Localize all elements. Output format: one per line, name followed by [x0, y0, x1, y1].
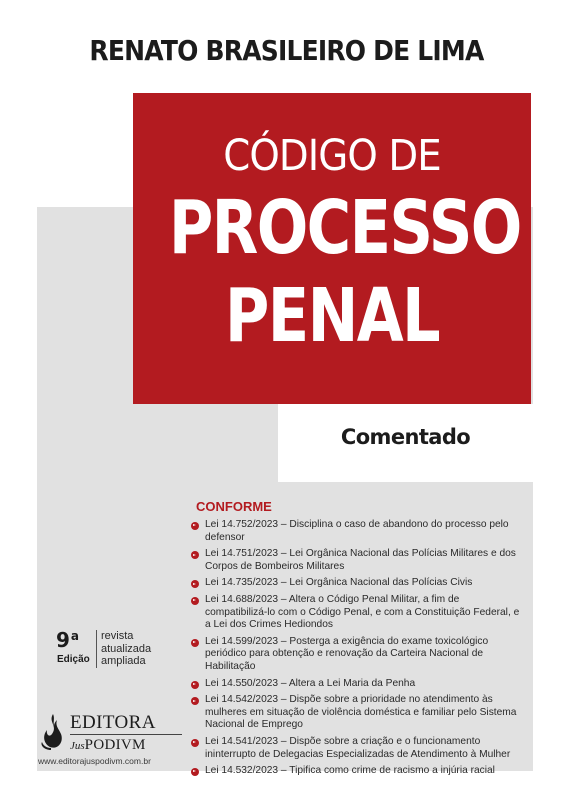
edition-label: Edição: [57, 654, 90, 665]
arrow-bullet-icon: [191, 639, 199, 647]
edition-notes: [101, 630, 151, 668]
arrow-bullet-icon: [191, 681, 199, 689]
title-line-3: PENAL: [224, 273, 440, 359]
publisher-sub-caps: PODIVM: [84, 737, 146, 753]
law-list: [190, 519, 520, 782]
publisher-subname: [70, 736, 146, 754]
arrow-bullet-icon: [191, 522, 199, 530]
edition-note: ampliada: [101, 655, 146, 667]
list-item: [190, 548, 520, 573]
law-text: Lei 14.541/2023 – Dispõe sobre a criação e o funcionamento ininterrupto de Delegacias Especializadas de Atendimento à Mulher: [205, 735, 511, 760]
edition-digit: 9: [56, 628, 70, 652]
title-line-2: PROCESSO: [168, 185, 521, 271]
arrow-bullet-icon: [191, 768, 199, 776]
law-text: Lei 14.688/2023 – Altera o Código Penal Militar, a fim de compatibilizá-lo com o Código Penal, e com a Constituição Federal, e a Lei dos Crimes Hediondos: [205, 593, 520, 631]
edition-divider: [96, 630, 97, 668]
conforme-heading: CONFORME: [196, 499, 272, 514]
edition-ordinal: a: [70, 629, 80, 643]
publisher-url: www.editorajuspodivm.com.br: [38, 756, 151, 766]
list-item: [190, 594, 520, 632]
list-item: [190, 736, 520, 761]
publisher-rule: [70, 734, 182, 735]
law-text: Lei 14.599/2023 – Posterga a exigência do exame toxicológico periódico para obtenção e renovação da Carteira Nacional de Habilitação: [205, 635, 489, 672]
edition-number: [56, 628, 79, 652]
law-text: Lei 14.532/2023 – Tipifica como crime de racismo a injúria racial: [205, 765, 495, 777]
list-item: [190, 678, 520, 691]
list-item: [190, 765, 520, 778]
right-margin: [533, 0, 573, 800]
arrow-bullet-icon: [191, 739, 199, 747]
law-text: Lei 14.550/2023 – Altera a Lei Maria da Penha: [205, 677, 416, 689]
publisher-flame-logo-icon: [36, 712, 68, 752]
title-block: [133, 93, 531, 404]
law-text: Lei 14.751/2023 – Lei Orgânica Nacional das Polícias Militares e dos Corpos de Bombeiros Militares: [205, 548, 516, 572]
arrow-bullet-icon: [191, 580, 199, 588]
arrow-bullet-icon: [191, 597, 199, 605]
list-item: [190, 636, 520, 674]
list-item: [190, 519, 520, 544]
law-text: Lei 14.542/2023 – Dispõe sobre a prioridade no atendimento às mulheres em situação de violência doméstica e familiar pelo Sistema Nacional de Emprego: [205, 694, 517, 731]
publisher-sub-italic: Jus: [70, 740, 85, 752]
law-text: Lei 14.752/2023 – Disciplina o caso de abandono do processo pelo defensor: [205, 519, 509, 543]
author-name: RENATO BRASILEIRO DE LIMA: [89, 34, 484, 67]
publisher-name: EDITORA: [70, 712, 156, 733]
edition-note: revista: [101, 630, 134, 642]
title-line-1: CÓDIGO DE: [223, 131, 441, 181]
subtitle: Comentado: [340, 425, 471, 449]
edition-note: atualizada: [101, 642, 152, 655]
list-item: [190, 577, 520, 590]
arrow-bullet-icon: [191, 697, 199, 705]
list-item: [190, 694, 520, 732]
law-text: Lei 14.735/2023 – Lei Orgânica Nacional das Polícias Civis: [205, 577, 473, 589]
arrow-bullet-icon: [191, 551, 199, 559]
